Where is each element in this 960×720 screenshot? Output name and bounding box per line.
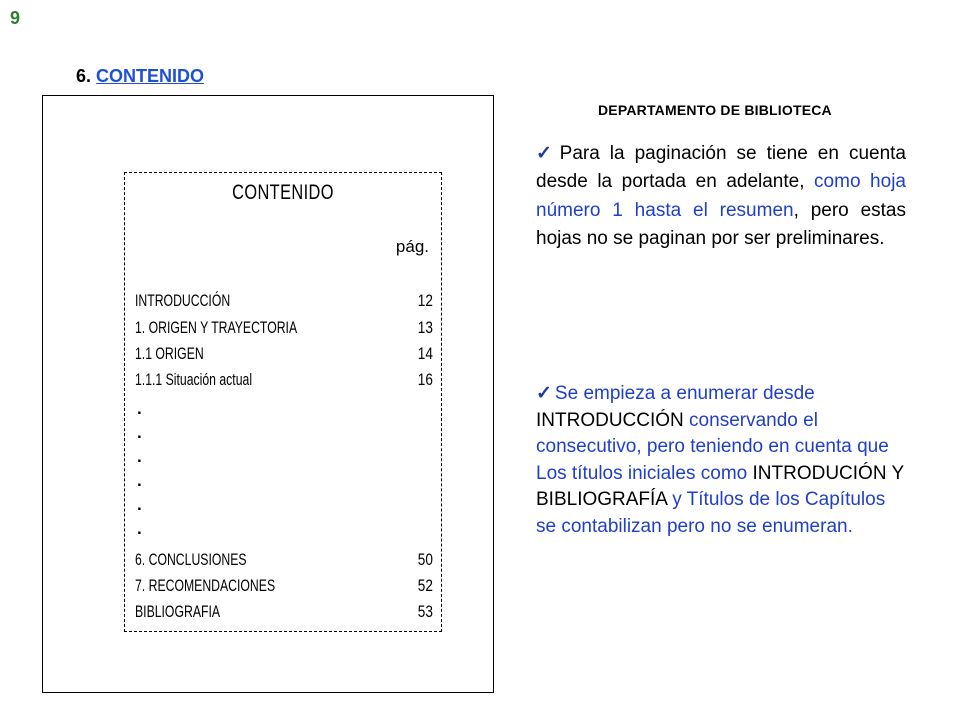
paragraph-emphasis: como hoja número 1 hasta el resumen bbox=[536, 171, 906, 221]
paragraph-emphasis: Se empieza a enumerar desde bbox=[554, 383, 815, 404]
paragraph-emphasis: y Títulos de los Capítulos se contabilizan pero no se enumeran. bbox=[536, 489, 886, 537]
toc-entry bbox=[135, 344, 433, 368]
section-number: 6. bbox=[76, 66, 92, 86]
slide-number: 9 bbox=[10, 8, 21, 28]
numbering-note-paragraph bbox=[536, 381, 906, 540]
toc-entry-page: 53 bbox=[417, 602, 433, 621]
toc-ellipsis-dot: . bbox=[137, 423, 142, 442]
toc-entry-label: INTRODUCCIÓN bbox=[135, 291, 231, 310]
toc-title: CONTENIDO bbox=[232, 181, 334, 204]
toc-entry-page: 13 bbox=[417, 318, 433, 337]
paragraph-text: INTRODUCIÓN Y BIBLIOGRAFÍA bbox=[536, 462, 904, 510]
paragraph-text: INTRODUCCIÓN bbox=[536, 409, 684, 431]
toc-ellipsis-dot: . bbox=[137, 519, 142, 538]
toc-entry-page: 14 bbox=[417, 344, 433, 363]
toc-entry bbox=[135, 291, 433, 315]
toc-ellipsis-dot: . bbox=[137, 471, 142, 490]
section-heading bbox=[76, 66, 204, 87]
toc-entry bbox=[135, 318, 433, 342]
toc-entry-page: 52 bbox=[417, 576, 433, 595]
paragraph-text: Para la paginación se tiene en cuenta desde la portada en adelante, bbox=[536, 143, 907, 193]
toc-entry-label: 7. RECOMENDACIONES bbox=[135, 576, 276, 595]
checkmark-icon: ✓ bbox=[536, 383, 552, 404]
toc-entry bbox=[135, 370, 433, 394]
toc-entry-label bbox=[135, 370, 252, 390]
toc-entry bbox=[135, 550, 433, 574]
toc-entry-page: 16 bbox=[417, 370, 433, 389]
toc-entry-label: 6. CONCLUSIONES bbox=[135, 550, 247, 569]
toc-example-page bbox=[124, 172, 442, 632]
toc-entry bbox=[135, 602, 433, 626]
paragraph-text: , pero estas hojas no se paginan por ser preliminares. bbox=[536, 199, 906, 250]
toc-entry-page: 50 bbox=[417, 550, 433, 569]
pagination-note-paragraph bbox=[536, 140, 906, 254]
toc-ellipsis-dot: . bbox=[137, 399, 142, 418]
toc-entry-label-text: 1.1.1 Situación actual bbox=[135, 370, 253, 389]
toc-entry-page: 12 bbox=[417, 291, 433, 310]
toc-entry-label: BIBLIOGRAFIA bbox=[135, 602, 221, 621]
toc-entry bbox=[135, 576, 433, 600]
toc-entry-label: 1. ORIGEN Y TRAYECTORIA bbox=[135, 318, 298, 337]
paragraph-emphasis: conservando el consecutivo, pero teniendo en cuenta que Los títulos iniciales como bbox=[536, 409, 889, 484]
toc-page-header: pág. bbox=[395, 237, 429, 256]
department-label: DEPARTAMENTO DE BIBLIOTECA bbox=[598, 102, 832, 118]
toc-ellipsis-dot: . bbox=[137, 447, 142, 466]
toc-ellipsis-dot: . bbox=[137, 495, 142, 514]
toc-entry-label: 1.1 ORIGEN bbox=[135, 344, 204, 363]
checkmark-icon: ✓ bbox=[536, 143, 557, 164]
contenido-link[interactable]: CONTENIDO bbox=[96, 66, 205, 86]
